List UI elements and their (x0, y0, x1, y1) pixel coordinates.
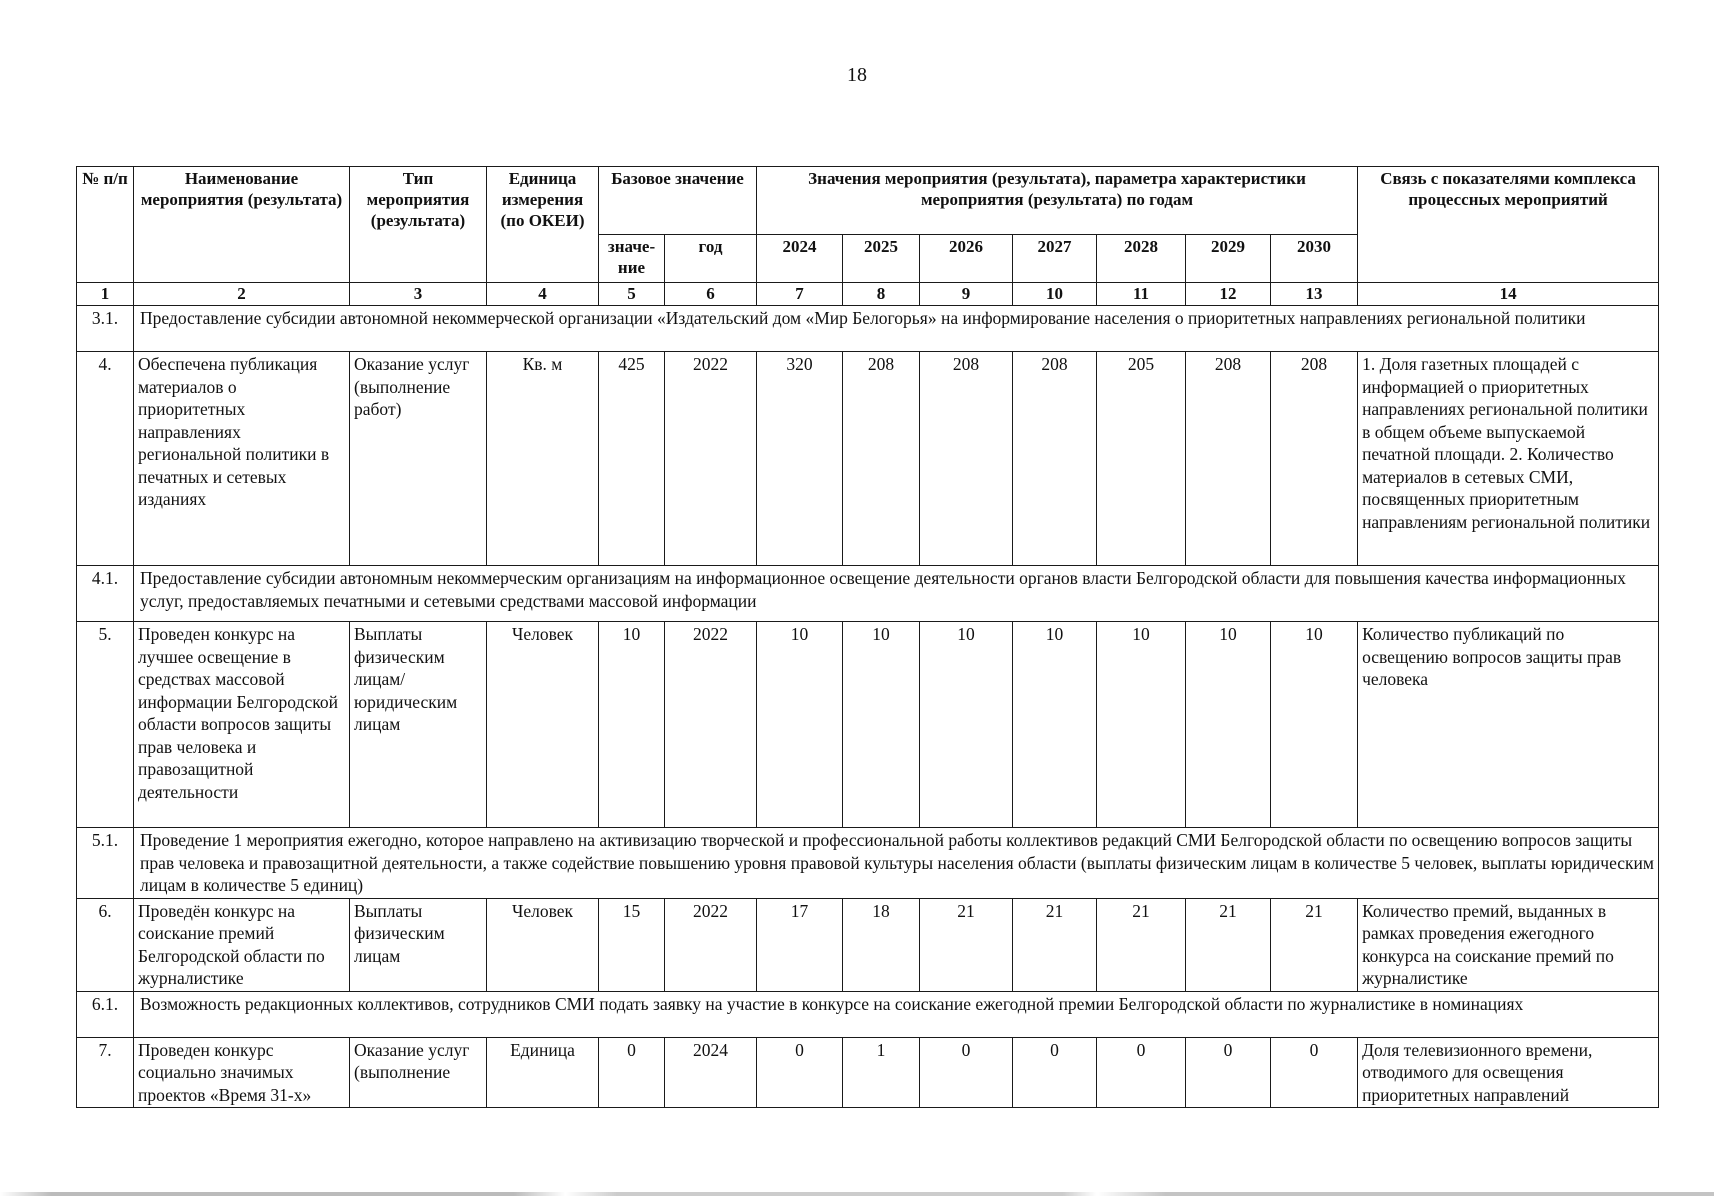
row-base-year: 2022 (665, 352, 757, 566)
page-number: 18 (847, 64, 867, 86)
row-value-2024: 0 (757, 1037, 843, 1108)
column-number: 12 (1186, 283, 1271, 306)
row-base-value: 0 (599, 1037, 665, 1108)
row-number: 6. (77, 898, 134, 991)
section-number: 5.1. (77, 828, 134, 899)
table-row (77, 622, 1659, 828)
row-value-2026: 0 (920, 1037, 1013, 1108)
row-type: Оказание услуг (выполнение (350, 1037, 487, 1108)
row-name: Проведён конкурс на соискание премий Белгородской области по журналистике (134, 898, 350, 991)
header-base-value: значе-ние (599, 235, 665, 283)
row-unit: Человек (487, 898, 599, 991)
row-type: Выплаты физическим лицам/ юридическим лицам (350, 622, 487, 828)
row-value-2024: 320 (757, 352, 843, 566)
row-unit: Кв. м (487, 352, 599, 566)
row-type: Выплаты физическим лицам (350, 898, 487, 991)
row-base-value: 15 (599, 898, 665, 991)
results-table (76, 166, 1659, 1108)
column-number: 14 (1358, 283, 1659, 306)
row-value-2030: 21 (1271, 898, 1358, 991)
section-text: Предоставление субсидии автономным некоммерческим организациям на информационное освещение деятельности органов власти Белгородской области для повышения качества информационных услуг, предоставляемых печатными и сетевыми средствами массовой информации (134, 566, 1659, 622)
row-value-2030: 208 (1271, 352, 1358, 566)
row-base-value: 10 (599, 622, 665, 828)
row-value-2027: 10 (1013, 622, 1097, 828)
column-number: 4 (487, 283, 599, 306)
section-text: Проведение 1 мероприятия ежегодно, которое направлено на активизацию творческой и профессиональной работы коллективов редакций СМИ Белгородской области по освещению вопросов защиты прав человека и правозащитной деятельности, а также содействие повышению уровня правовой культуры населения области (выплаты физическим лицам в количестве 5 человек, выплаты юридическим лицам в количестве 5 единиц) (134, 828, 1659, 899)
header-name: Наименование мероприятия (результата) (134, 167, 350, 283)
row-value-2029: 10 (1186, 622, 1271, 828)
row-base-year: 2022 (665, 898, 757, 991)
row-unit: Единица (487, 1037, 599, 1108)
row-value-2024: 17 (757, 898, 843, 991)
header-base-year: год (665, 235, 757, 283)
header-year: 2028 (1097, 235, 1186, 283)
section-number: 6.1. (77, 991, 134, 1037)
row-link: Количество премий, выданных в рамках проведения ежегодного конкурса на соискание премий по журналистике (1358, 898, 1659, 991)
header-unit: Единица измерения (по ОКЕИ) (487, 167, 599, 283)
header-base: Базовое значение (599, 167, 757, 235)
row-name: Обеспечена публикация материалов о приоритетных направлениях региональной политики в печатных и сетевых изданиях (134, 352, 350, 566)
row-link: Доля телевизионного времени, отводимого для освещения приоритетных направлений (1358, 1037, 1659, 1108)
row-value-2028: 0 (1097, 1037, 1186, 1108)
row-base-year: 2022 (665, 622, 757, 828)
row-value-2025: 18 (843, 898, 920, 991)
column-number: 1 (77, 283, 134, 306)
table-row (77, 898, 1659, 991)
row-unit: Человек (487, 622, 599, 828)
header-year: 2027 (1013, 235, 1097, 283)
table-row (77, 352, 1659, 566)
row-value-2026: 10 (920, 622, 1013, 828)
row-link: 1. Доля газетных площадей с информацией о приоритетных направлениях региональной политики в общем объеме выпускаемой печатной площади. 2. Количество материалов в сетевых СМИ, посвященных приоритетным направлениям региональной политики (1358, 352, 1659, 566)
column-number: 13 (1271, 283, 1358, 306)
section-row (77, 828, 1659, 899)
column-number: 7 (757, 283, 843, 306)
row-base-value: 425 (599, 352, 665, 566)
row-name: Проведен конкурс социально значимых проектов «Время 31-х» (134, 1037, 350, 1108)
section-row (77, 566, 1659, 622)
row-number: 5. (77, 622, 134, 828)
header-link: Связь с показателями комплекса процессных мероприятий (1358, 167, 1659, 283)
section-row (77, 991, 1659, 1037)
column-number: 5 (599, 283, 665, 306)
row-value-2025: 1 (843, 1037, 920, 1108)
table-row (77, 1037, 1659, 1108)
row-value-2029: 208 (1186, 352, 1271, 566)
row-value-2025: 10 (843, 622, 920, 828)
row-value-2024: 10 (757, 622, 843, 828)
column-number: 9 (920, 283, 1013, 306)
column-number: 8 (843, 283, 920, 306)
row-value-2029: 21 (1186, 898, 1271, 991)
row-value-2030: 10 (1271, 622, 1358, 828)
row-value-2025: 208 (843, 352, 920, 566)
header-num: № п/п (77, 167, 134, 283)
row-value-2028: 205 (1097, 352, 1186, 566)
section-number: 4.1. (77, 566, 134, 622)
column-number-row (77, 283, 1659, 306)
row-base-year: 2024 (665, 1037, 757, 1108)
header-year: 2030 (1271, 235, 1358, 283)
row-value-2028: 21 (1097, 898, 1186, 991)
header-values: Значения мероприятия (результата), параметра характеристики мероприятия (результата) по годам (757, 167, 1358, 235)
row-value-2027: 208 (1013, 352, 1097, 566)
row-name: Проведен конкурс на лучшее освещение в средствах массовой информации Белгородской области вопросов защиты прав человека и правозащитной деятельности (134, 622, 350, 828)
row-link: Количество публикаций по освещению вопросов защиты прав человека (1358, 622, 1659, 828)
section-number: 3.1. (77, 306, 134, 352)
row-value-2027: 0 (1013, 1037, 1097, 1108)
header-year: 2024 (757, 235, 843, 283)
header-type: Тип мероприятия (результата) (350, 167, 487, 283)
row-number: 4. (77, 352, 134, 566)
section-row (77, 306, 1659, 352)
header-year: 2026 (920, 235, 1013, 283)
row-value-2029: 0 (1186, 1037, 1271, 1108)
row-value-2027: 21 (1013, 898, 1097, 991)
row-value-2026: 208 (920, 352, 1013, 566)
column-number: 2 (134, 283, 350, 306)
row-value-2030: 0 (1271, 1037, 1358, 1108)
section-text: Предоставление субсидии автономной некоммерческой организации «Издательский дом «Мир Белогорья» на информирование населения о приоритетных направлениях региональной политики (134, 306, 1659, 352)
row-type: Оказание услуг (выполнение работ) (350, 352, 487, 566)
column-number: 10 (1013, 283, 1097, 306)
header-year: 2029 (1186, 235, 1271, 283)
row-value-2026: 21 (920, 898, 1013, 991)
row-number: 7. (77, 1037, 134, 1108)
header-year: 2025 (843, 235, 920, 283)
section-text: Возможность редакционных коллективов, сотрудников СМИ подать заявку на участие в конкурсе на соискание ежегодной премии Белгородской области по журналистике в номинациях (134, 991, 1659, 1037)
column-number: 3 (350, 283, 487, 306)
row-value-2028: 10 (1097, 622, 1186, 828)
column-number: 6 (665, 283, 757, 306)
column-number: 11 (1097, 283, 1186, 306)
scan-edge-line (0, 1192, 1714, 1196)
